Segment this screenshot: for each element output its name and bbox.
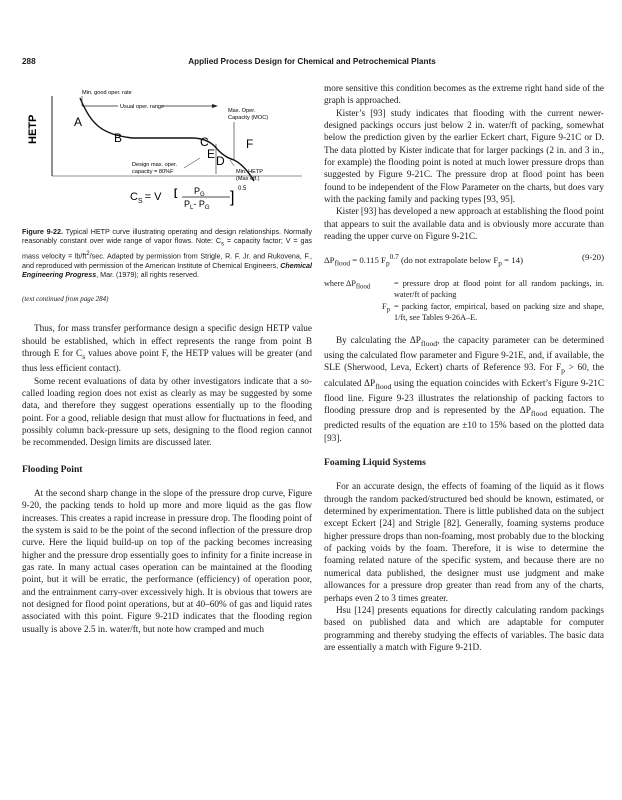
design-max-label-2: capacity = 80%F [132,169,174,175]
max-eff-label: (Max eff.) [236,176,260,182]
svg-text:]: ] [230,189,235,206]
usual-range-label: Usual oper. range [120,104,165,110]
flooding-point-heading: Flooding Point [22,463,83,475]
running-header [22,57,602,71]
point-f: F [246,137,254,151]
point-c: C [200,135,209,149]
equation-number: (9-20) [582,252,604,263]
right-paragraph-4: By calculating the $\Delta P_{flood}$, the capacity parameter can be determined using the calculated flow parameter and Figure 9-21E, and, if available, the SLE (Sherwood, Leva, Eckert) charts of Reference 93. For $F_p > 60$, the calculated $\Delta P_{flood}$ using the equation coincides with Eckert’s Figure 9-21C flood line. Figure 9-23 illustrates the relationship of packing factors to flooding pressure drop and is represented by the $\Delta P_{flood}$ equation. The predicted results of the equation are ±10 to 15% based on the plotted data [93]. [324,335,604,444]
right-paragraph-3: Kister [93] has developed a new approach at establishing the flood point that appears to suit the available data and is obviously more accurate than reading the upper curve on Figure 9-21C. [324,207,604,243]
min-rate-label: Min. good oper. rate [82,90,132,96]
right-paragraph-6: Hsu [124] presents equations for directly calculating random packings based on published data and which are adaptable for computer programming and thereby studying the effects of variables. The basic data are essentially a match with Figure 9-21D. [324,605,604,653]
hetp-figure [22,86,312,221]
foaming-heading: Foaming Liquid Systems [324,457,426,469]
left-column [22,293,312,636]
right-paragraph-5: For an accurate design, the effects of foaming of the liquid as it flows through the random packed/structured bed should be known, estimated, or determined by experimentation. There is little published data on the subject except Eckert [24] and Strigle [82]. Generally, foaming systems produce higher pressure drops than non-foaming, most probably due to the blocking of packing voids by the foam. Therefore, it is wise to determine the foaming related nature of the specific system, and because there are no numerical data published, the designer must use judgment and make allowances for a pressure drop greater than read from any of the charts, perhaps even 2 to 3 times greater. [324,482,604,604]
left-paragraph-3: At the second sharp change in the slope of the pressure drop curve, Figure 9-20, the packing tends to hold up more and more liquid as the gas flow increases. This creates a rapid increase in pressure drop. The flooding point of the system is said to be the point of the second inflection of the pressure drop curve. Here the liquid build-up on top of the packing becomes increasing higher and the pressure drop essentially goes to infinity for a finite increase in gas rate. In many actual cases operation can be maintained at the flooding point, but it will be erratic, the performance (efficiency) of operation poor, and the entrainment carry-over excessively high. It is obvious that towers are not designed for flood point operations, but at 40–60% of gas and liquid rates associated with this point. Figure 9-21D indicates that the flooding region usually is above 2.5 in. water/ft, but note how cramped and much [22,488,312,635]
point-d: D [216,154,225,168]
svg-text:CS= V: $C_S = V$ [130,191,162,205]
point-b: B [114,131,123,145]
min-hetp-label: Min. HETP [236,169,264,175]
design-max-label-1: Design max. oper. [132,162,178,168]
left-paragraph-1: Thus, for mass transfer performance design a specific design HETP value should be established, which in effect represents the range from point B through E for $C_s$ values above point F, the HETP values will be greater (and thus less efficient contact). [22,324,312,375]
left-paragraph-2: Some recent evaluations of data by other investigators indicate that a so-called loading region does not exist as clearly as may be suggested by some data, and therefore they suggest operations essentially up to the flooding point. For a good, reliable design that must allow for fluctuations in feed, and possibly column back-pressure up sets, designing to the flood region cannot be recommended. Design limits are discussed later. [22,376,312,449]
right-paragraph-1: more sensitive this condition becomes as the extreme right hand side of the graph is approached. [324,84,604,107]
svg-text:PL- PG: $P_L-$ $P_G$ [184,199,210,211]
right-column [324,83,604,654]
where-definitions: where $\Delta P_{flood}$ = pressure drop at flood point for all random packings, in. water/ft of packing $F_p$ = packing factor, empirical, based on packing size and shape, 1/ft, see Tables 9-26A–E. [324,279,604,322]
flood-equation: $\Delta P_{flood} = 0.115$ $F_p^{0.7}$ (do not extrapolate below $F_p = 14$) (9-20) [324,252,604,269]
right-paragraph-2: Kister’s [93] study indicates that flooding with the current newer-designed packings occurs just below 2 in. water/ft of packing, somewhat below the prediction given by the earlier Eckert chart, Figure 9-21C or D. The data plotted by Kister indicate that for larger packings (2 in. and 3 in., for example) the flooding point is noted at much lower pressure drops than suggested by Figure 9-21C. The pressure drop at flood point has been found to be independent of the Flow Parameter on the charts, but does vary with the packing family and packing types [93, 95]. [324,108,604,206]
capacity-factor-formula [130,186,247,211]
continued-note: (text continued from page 284) [22,295,109,303]
point-e: E [207,147,216,161]
hetp-axis-label: HETP [27,114,39,144]
figure-caption-block [22,228,312,280]
capacity-moc-label: Capacity (MOC) [228,115,269,121]
book-title: Applied Process Design for Chemical and Petrochemical Plants [188,57,436,66]
page-number: 288 [22,57,36,66]
svg-text:[: [ [174,188,178,199]
max-oper-label: Max. Oper. [228,108,256,114]
svg-text:0.5: 0.5 [238,186,247,192]
figure-caption: Figure 9-22. Typical HETP curve illustrating operating and design relationships. Normally reasonably constant over wide range of vapor flows. Note: $C_s$ = capacity factor; V = gas mass velocity = $lb/ft^2/\sec$. Adapted by permission from Strigle, R. F. Jr. and Rukovena, F., and reproduced with permission of the American Institute of Chemical Engineers, Chemical Engineering Progress, Mar. (1979); all rights reserved. [22,228,312,279]
point-a: A [74,115,83,129]
svg-text:PG: $P_G$ [194,186,205,198]
